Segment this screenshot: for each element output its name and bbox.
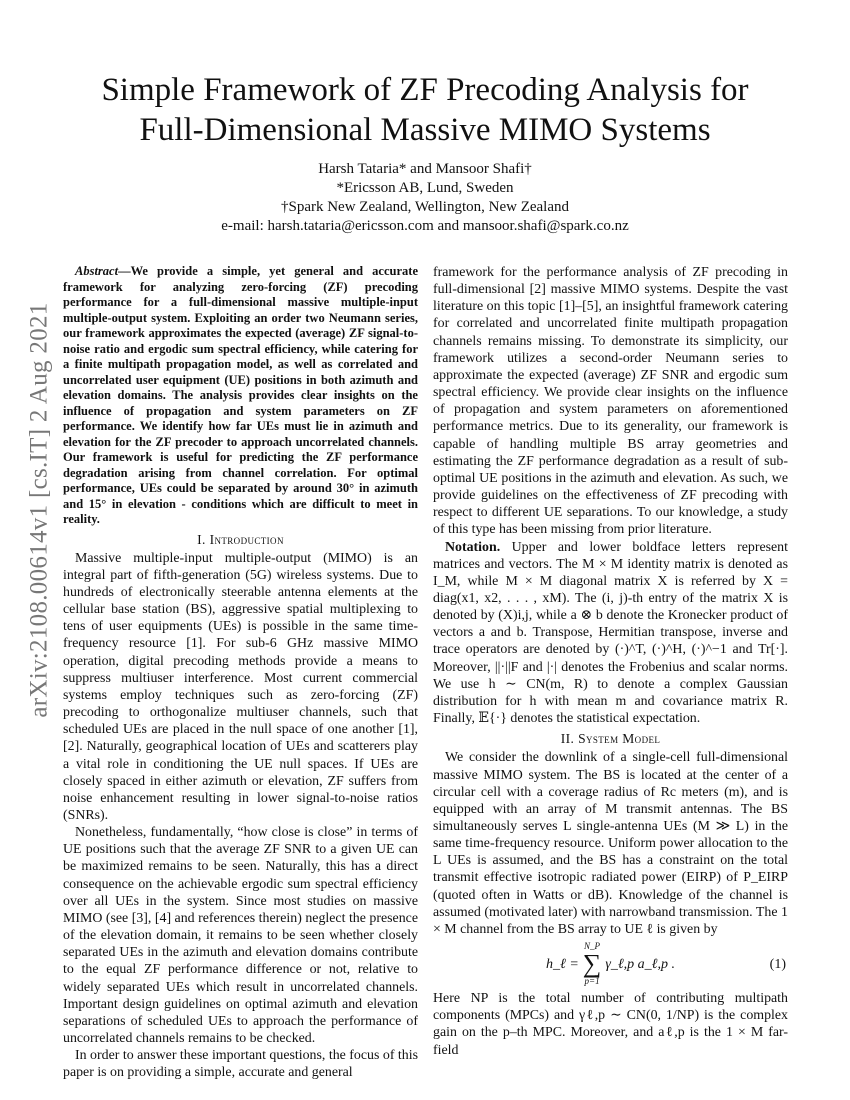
author-names: Harsh Tataria* and Mansoor Shafi† [318, 161, 532, 177]
system-paragraph-1: We consider the downlink of a single-cell full-dimensional massive MIMO system. The BS is located at the center of a circular cell with a coverage radius of Rc meters (m), and is equipped with an array of M transmit antennas. The BS simultaneously serves L single-antenna UEs (M ≫ L) in the same time-frequency resource. Uniform power allocation to the L UEs is assumed, and the BS has a constraint on the total transmit effective isotropic radiated power (EIRP) of P_EIRP (quoted often in Watts or dB). Knowledge of the channel is assumed (motivated later) with narrowband transmission. The 1 × M channel from the BS array to UE ℓ is given by [433, 750, 788, 937]
equation-rhs: γ_ℓ,p a_ℓ,p . [605, 956, 675, 972]
affiliation-2: †Spark New Zealand, Wellington, New Zealand [280, 199, 569, 215]
intro-paragraph-3: In order to answer these important questions, the focus of this paper is on providing a simple, accurate and general [63, 1048, 418, 1081]
notation-label: Notation. [445, 539, 501, 555]
sum-upper-limit: N_P [584, 941, 601, 952]
summation-symbol: N_P ∑ p=1 [582, 941, 602, 987]
title-line-2: Full-Dimensional Massive MIMO Systems [139, 112, 711, 148]
title-line-1: Simple Framework of ZF Precoding Analysis for [101, 72, 749, 108]
equation-lhs: h_ℓ = [545, 956, 579, 972]
intro-paragraph-2: Nonetheless, fundamentally, “how close is close” in terms of UE positions such that the average ZF SNR to a given UE can be maximized remains to be seen. Naturally, this has a direct consequence on the achievable ergodic sum spectral efficiency over all UEs in the system. Since most studies on massive MIMO (see [3], [4] and references therein) neglect the presence of the elevation domain, it remains to be seen whether closely separated UEs in the azimuth and elevation domains contribute to the equal ZF performance difference or not, relative to widely separated UEs which result in uncorrelated channels. Important design guidelines on optimal azimuth and elevation separations of scheduled UEs to approach the performance of uncorrelated channels remains to be checked. [63, 825, 418, 1047]
intro-paragraph-1: Massive multiple-input multiple-output (MIMO) is an integral part of fifth-generation (5G) wireless systems. Due to hundreds of electronically steerable antenna elements at the cellular base station (BS), aggressive spatial multiplexing to tens of user equipments (UEs) is possible in the same time-frequency resource [1]. For sub-6 GHz massive MIMO operation, digital precoding methods provide a means to suppress multiuser interference. Most current commercial systems employ techniques such as zero-forcing (ZF) precoding to orthogonalize multiuser channels, such that scheduled UEs are placed in the null space of one another [1], [2]. Naturally, geographical location of UEs and scatterers play a vital role in conditioning the UE null spaces. If UEs are closely spaced in either azimuth or elevation, ZF suffers from noise enhancement resulting in lower signal-to-noise ratios (SNRs). [63, 550, 418, 823]
affiliation-1: *Ericsson AB, Lund, Sweden [336, 180, 514, 196]
paper-title [60, 70, 790, 150]
sum-lower-limit: p=1 [584, 976, 600, 987]
left-column [63, 264, 418, 1082]
section-heading-system-model: II. System Model [560, 731, 661, 747]
arxiv-identifier: arXiv:2108.00614v1 [cs.IT] 2 Aug 2021 [26, 302, 53, 718]
abstract [63, 264, 418, 528]
notation-text: Upper and lower boldface letters represent matrices and vectors. The M × M identity matrix is denoted as I_M, while M × M diagonal matrix X is referred by X = diag(x1, x2, . . . , xM). The (i, j)-th entry of the matrix X is denoted by (X)i,j, while a ⊗ b denote the Kronecker product of vectors a and b. Transpose, Hermitian transpose, inverse and trace operators are denoted by (·)^T, (·)^H, (·)^−1 and Tr[·]. Moreover, ||·||F and |·| denotes the Frobenius and scalar norms. We use h ∼ CN(m, R) to denote a complex Gaussian distribution for h with mean m and covariance matrix R. Finally, 𝔼{·} denotes the statistical expectation. [433, 539, 788, 727]
author-emails: e-mail: harsh.tataria@ericsson.com and mansoor.shafi@spark.co.nz [221, 218, 629, 234]
abstract-text: —We provide a simple, yet general and accurate framework for analyzing zero-forcing (ZF) precoding performance for a full-dimensional massive multiple-input multiple-output system. Exploiting an order two Neumann series, our framework approximates the expected (average) ZF signal-to-noise ratio and ergodic sum spectral efficiency, while catering for a finite multipath propagation model, as well as correlated and uncorrelated user equipment (UE) positions in both azimuth and elevation domains. The analysis provides clear insights on the influence of propagation and system parameters on ZF performance. We identify how far UEs must lie in azimuth and elevation for the ZF precoder to approach uncorrelated channels. Our framework is useful for predicting the ZF performance degradation arising from channel correlation. For optimal performance, UEs could be separated by around 30° in azimuth and 15° in elevation - conditions which are difficult to meet in reality. [63, 264, 418, 526]
arxiv-side-stamp [12, 275, 68, 745]
section-heading-introduction: I. Introduction [197, 531, 284, 547]
right-column [433, 264, 788, 1059]
equation-number: (1) [769, 956, 786, 972]
equation-1 [433, 938, 788, 990]
notation-paragraph [433, 539, 788, 728]
abstract-label: Abstract [75, 264, 119, 278]
author-block [60, 160, 790, 236]
intro-paragraph-4: framework for the performance analysis of ZF precoding in full-dimensional [2] massive MIMO systems. Despite the vast literature on this topic [1]–[5], an insightful framework catering for correlated and uncorrelated finite multipath propagation channels remains missing. To demonstrate its simplicity, our framework utilizes a second-order Neumann series to approximate the expected (average) ZF SNR and ergodic sum spectral efficiency. We provide clear insights on the influence of propagation and system parameters on aforementioned performance metrics. Due to its generality, our framework is capable of handling multiple BS array geometries and estimating the ZF performance degradation as a result of sub-optimal UE positions in the azimuth and elevation. As such, we provide guidelines on the effectiveness of ZF precoding with respect to different UE separations. To our knowledge, a study of this type has been missing from prior literature. [433, 265, 788, 538]
post-equation-paragraph: Here NP is the total number of contributing multipath components (MPCs) and γℓ,p ∼ CN(0, 1/NP) is the complex gain on the p–th MPC. Moreover, and aℓ,p is the 1 × M far-field [433, 991, 788, 1058]
